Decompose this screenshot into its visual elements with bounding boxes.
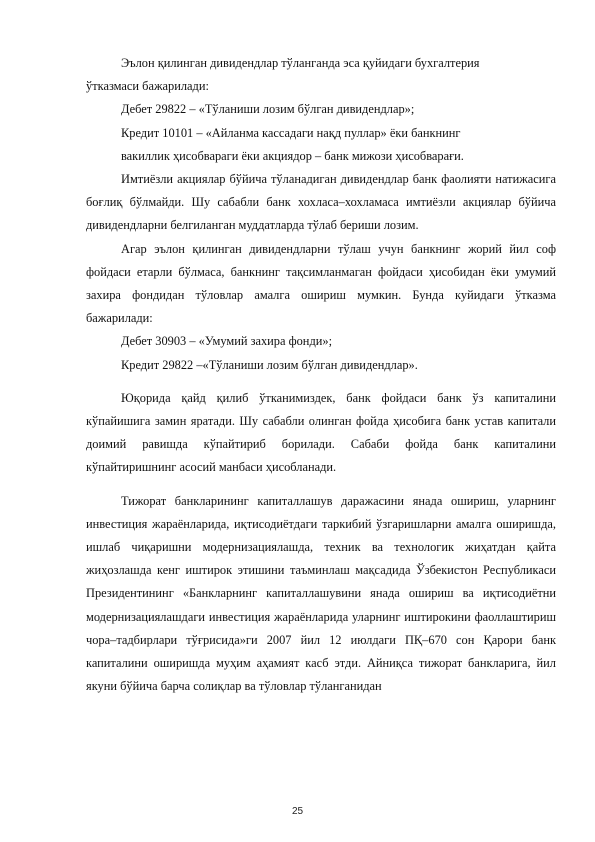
- debit-entry-2: Дебет 30903 – «Умумий захира фонди»;: [121, 334, 333, 349]
- paragraph-1-continuation: ўтказмаси бажарилади:: [86, 79, 209, 94]
- paragraph-preferred-shares: Имтиёзли акциялар бўйича тўланадиган дивидендлар банк фаолияти натижасига боғлиқ бўлмайди. Шу сабабли банк хохласа–хохламаса имтиёзли акциялар бўйича дивидендларни белгиланган муддатларда тўлаб бериши лозим.: [86, 172, 556, 233]
- credit-entry-1: Кредит 10101 – «Айланма кассадаги нақд пуллар» ёки банкнинг: [121, 125, 461, 140]
- debit-entry-1: Дебет 29822 – «Тўланиши лозим бўлган дивидендлар»;: [121, 102, 415, 117]
- credit-entry-1-continuation: вакиллик ҳисобвараги ёки акциядор – банк мижози ҳисобварағи.: [121, 148, 464, 163]
- page-number: 25: [291, 806, 304, 817]
- paragraph-capitalization: Тижорат банкларининг капиталлашув даражасини янада ошириш, уларнинг инвестиция жараёнларида, иқтисодиётдаги таркибий ўзгаришларни амалга оширишда, ишлаб чиқаришни модернизациялашда, техник ва технологик жиҳатдан қайта жиҳозлашда кенг иштирок этишини таъминлаш мақсадида Ўзбекистон Республикаси Президентининг «Банкларнинг капиталлашувини янада ошириш ва иқтисодиётни модернизациялашдаги инвестиция жараёнларида уларнинг иштирокини фаоллаштириш чора–тадбирлари тўғрисида»ги 2007 йил 12 июлдаги ПҚ–670 сон Қарори банк капиталини оширишда муҳим аҳамият касб этди. Айниқса тижорат банкларига, йил якуни бўйича барча солиқлар ва тўловлар тўланганидан: [86, 493, 556, 694]
- document-body: [86, 52, 556, 698]
- paragraph-profit-capital: Юқорида қайд қилиб ўтканимиздек, банк фойдаси банк ўз капиталини кўпайишига замин яратади. Шу сабабли олинган фойда ҳисобига банк устав капитали доимий равишда кўпайтириб борилади. Сабаби фойда банк капиталини кўпайтиришнинг асосий манбаси ҳисобланади.: [86, 390, 556, 475]
- paragraph-1: Эълон қилинган дивидендлар тўланганда эса қуйидаги бухгалтерия: [121, 56, 480, 70]
- paragraph-insufficient-profit: Агар эълон қилинган дивидендларни тўлаш учун банкнинг жорий йил соф фойдаси етарли бўлмаса, банкнинг тақсимланмаган фойдаси ҳисобидан ёки умумий захира фондидан тўловлар амалга ошириш мумкин. Бунда куйидаги ўтказма бажарилади:: [86, 241, 556, 326]
- credit-entry-2: Кредит 29822 –«Тўланиши лозим бўлган дивидендлар».: [121, 357, 418, 372]
